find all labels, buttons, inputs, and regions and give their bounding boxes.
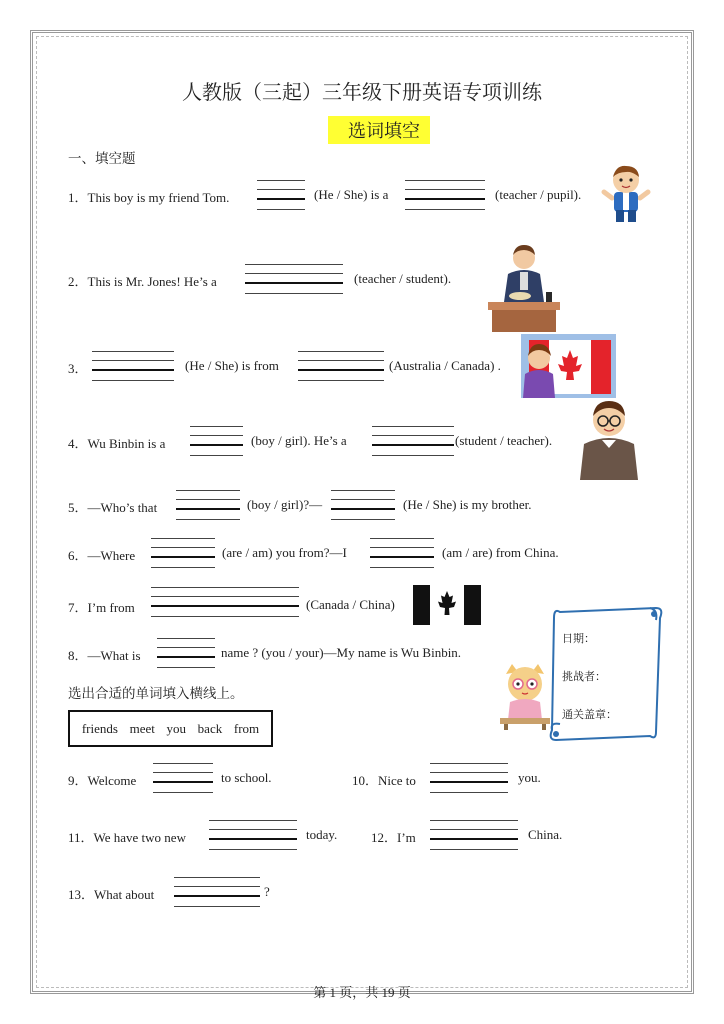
q9-text-b: to school. [221,770,272,785]
q5-text-c: (He / She) is my brother. [403,497,532,512]
q4-text-c: (student / teacher). [455,433,553,448]
section-heading: 一、填空题 [68,151,136,167]
q3-text-a: 3． [68,361,88,376]
q10-text-b: you. [518,770,541,785]
q6-text-a: 6．—Where [68,548,136,563]
scroll-stamp-label: 通关盖章： [562,708,617,721]
teacher-cartoon-image [486,230,562,334]
q10-text-a: 10．Nice to [352,773,416,788]
q3-blank-2[interactable] [298,351,384,385]
scroll-date-label: 日期： [562,632,595,645]
word-bank-item: you [166,720,187,736]
canada-flag-child-image [521,334,616,398]
word-bank-item: meet [129,720,155,736]
q8-text-b: name ? (you / your)—My name is Wu Binbin. [221,645,462,660]
canada-flag-bw-image [413,585,481,625]
q13-text-a: 13．What about [68,887,155,902]
q6-text-b: (are / am) you from?—I [222,545,347,560]
q8-text-a: 8．—What is [68,648,141,663]
q12-blank-1[interactable] [430,820,518,854]
subtitle-highlight: 选词填空 [328,116,430,144]
q4-text-b: (boy / girl). He’s a [251,433,347,448]
q8-blank-1[interactable] [157,638,215,672]
q9-text-a: 9．Welcome [68,773,137,788]
q2-blank-1[interactable] [245,264,343,298]
q5-text-a: 5．—Who’s that [68,500,158,515]
q5-blank-2[interactable] [331,490,395,524]
word-bank-box [68,710,273,747]
scroll-challenger-label: 挑战者： [562,670,606,683]
q2-text-b: (teacher / student). [354,271,452,286]
word-bank-item: from [233,720,260,736]
q7-text-b: (Canada / China) [306,597,395,612]
q7-text-a: 7．I’m from [68,600,135,615]
cat-girl-cartoon-image [496,662,554,730]
q1-blank-1[interactable] [257,180,305,214]
q4-blank-1[interactable] [190,426,243,460]
q3-text-b: (He / She) is from [185,358,279,373]
q13-text-b: ? [264,884,270,899]
q5-text-b: (boy / girl)?— [247,497,323,512]
word-bank-item: back [197,720,223,736]
q12-text-a: 12．I’m [371,830,416,845]
q11-text-b: today. [306,827,338,842]
q1-text-c: (teacher / pupil). [495,187,582,202]
word-bank-item: friends [81,720,118,736]
q4-blank-2[interactable] [372,426,454,460]
boy-cartoon-image [598,162,654,224]
q10-blank-1[interactable] [430,763,508,797]
q11-text-a: 11．We have two new [68,830,186,845]
q6-text-c: (am / are) from China. [442,545,559,560]
page-title: 人教版（三起）三年级下册英语专项训练 [182,80,542,104]
q2-text-a: 2．This is Mr. Jones! He’s a [68,274,217,289]
boy-glasses-cartoon-image [578,396,640,480]
q11-blank-1[interactable] [209,820,297,854]
part2-instruction: 选出合适的单词填入横线上。 [68,686,244,702]
q1-text-b: (He / She) is a [314,187,389,202]
q3-text-c: (Australia / Canada) . [389,358,501,373]
q1-blank-2[interactable] [405,180,485,214]
page-footer: 第 1 页，共 19 页 [313,985,411,1000]
q1-text-a: 1．This boy is my friend Tom. [68,190,230,205]
q13-blank-1[interactable] [174,877,260,911]
q5-blank-1[interactable] [176,490,240,524]
q6-blank-2[interactable] [370,538,434,572]
q7-blank-1[interactable] [151,587,299,621]
q6-blank-1[interactable] [151,538,215,572]
q12-text-b: China. [528,827,563,842]
q3-blank-1[interactable] [92,351,174,385]
q4-text-a: 4．Wu Binbin is a [68,436,166,451]
challenge-scroll-card [546,606,664,742]
q9-blank-1[interactable] [153,763,213,797]
